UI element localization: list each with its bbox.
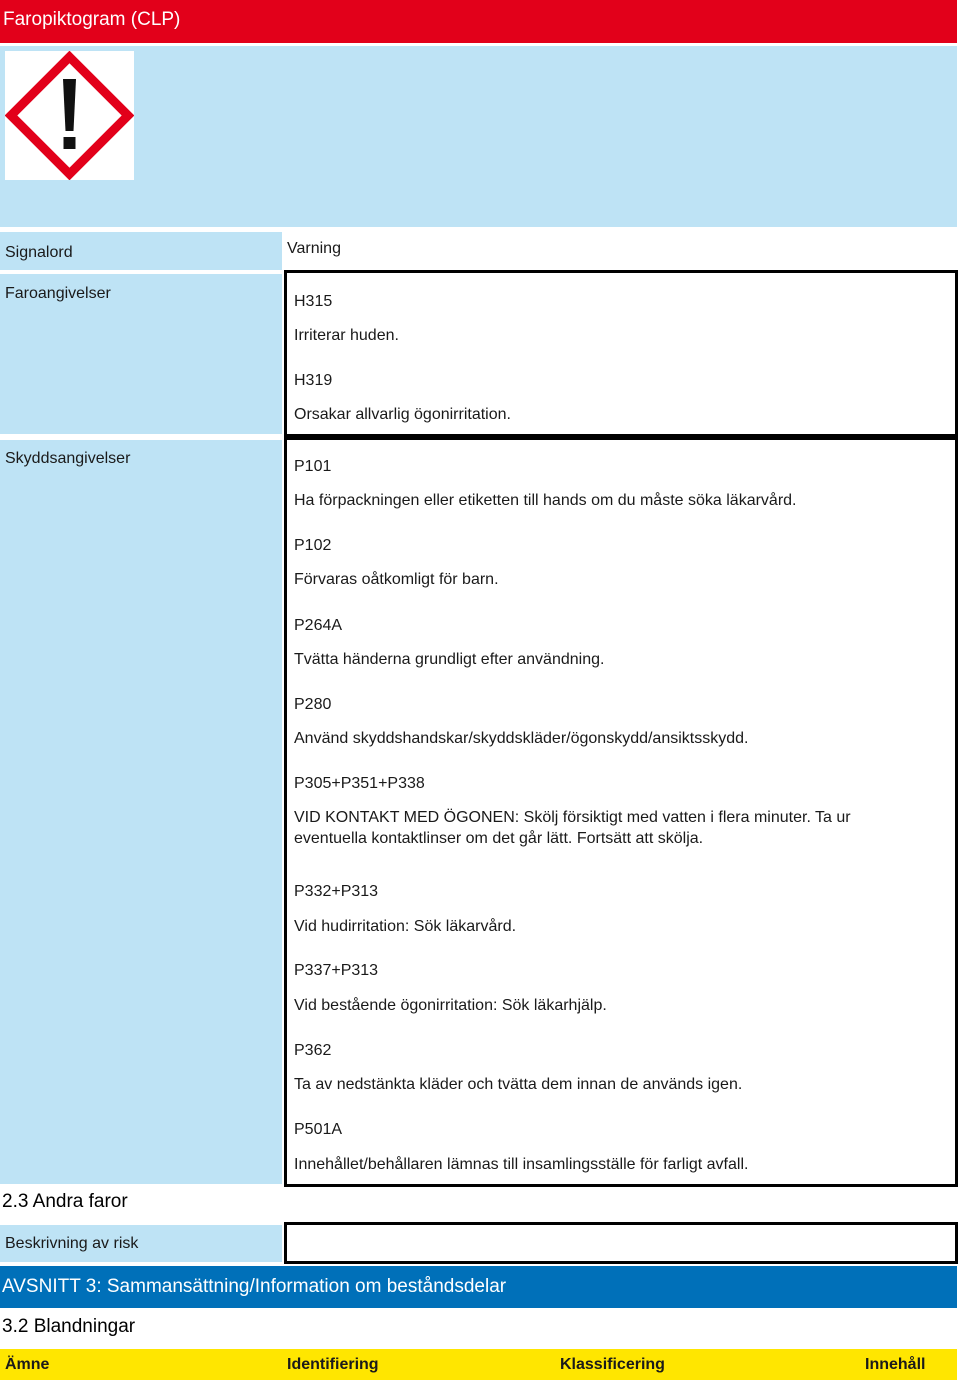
mixtures-title: 3.2 Blandningar bbox=[2, 1316, 136, 1337]
precaution-text: Ta av nedstänkta kläder och tvätta dem innan de används igen. bbox=[294, 1076, 743, 1093]
precaution-text: Vid hudirritation: Sök läkarvård. bbox=[294, 918, 517, 935]
section-3-header: AVSNITT 3: Sammansättning/Information om beståndsdelar bbox=[0, 1266, 957, 1308]
signal-word-value: Varning bbox=[287, 240, 341, 257]
column-header-content: Innehåll bbox=[865, 1356, 926, 1373]
hazard-statements-box bbox=[284, 270, 958, 437]
precaution-code: P102 bbox=[294, 537, 332, 554]
ghs07-exclamation-mark-icon bbox=[5, 51, 134, 180]
column-header-classification: Klassificering bbox=[560, 1356, 665, 1373]
hazard-code: H315 bbox=[294, 293, 333, 310]
precaution-text: Innehållet/behållaren lämnas till insamlingsställe för farligt avfall. bbox=[294, 1156, 749, 1173]
hazard-text: Irriterar huden. bbox=[294, 327, 399, 344]
hazard-code: H319 bbox=[294, 372, 333, 389]
precaution-code: P337+P313 bbox=[294, 962, 379, 979]
precaution-code: P501A bbox=[294, 1121, 343, 1138]
precaution-code: P264A bbox=[294, 617, 343, 634]
pictogram-container bbox=[5, 51, 134, 180]
section-header-pictograms: Faropiktogram (CLP) bbox=[0, 0, 957, 43]
other-hazards-title: 2.3 Andra faror bbox=[2, 1191, 128, 1212]
pictogram-area bbox=[0, 46, 957, 227]
signal-word-label: Signalord bbox=[0, 232, 282, 270]
precaution-code: P280 bbox=[294, 696, 332, 713]
precaution-text: Vid bestående ögonirritation: Sök läkarhjälp. bbox=[294, 997, 607, 1014]
precautionary-statements-box bbox=[284, 437, 958, 1187]
precaution-text: Tvätta händerna grundligt efter användning. bbox=[294, 651, 605, 668]
risk-description-box bbox=[284, 1222, 958, 1264]
precaution-text: Förvaras oåtkomligt för barn. bbox=[294, 571, 499, 588]
precautionary-statements-label: Skyddsangivelser bbox=[0, 440, 282, 1184]
risk-description-label: Beskrivning av risk bbox=[0, 1225, 282, 1262]
precaution-text: VID KONTAKT MED ÖGONEN: Skölj försiktigt med vatten i flera minuter. Ta ur eventuella kontaktlinser om det går lätt. Fortsätt att skölja. bbox=[294, 809, 851, 847]
precaution-code: P332+P313 bbox=[294, 883, 379, 900]
column-header-identification: Identifiering bbox=[287, 1356, 379, 1373]
mixtures-table-header bbox=[0, 1349, 957, 1380]
hazard-statements-label: Faroangivelser bbox=[0, 274, 282, 434]
precaution-code: P362 bbox=[294, 1042, 332, 1059]
precaution-code: P305+P351+P338 bbox=[294, 775, 425, 792]
precaution-text: Använd skyddshandskar/skyddskläder/ögonskydd/ansiktsskydd. bbox=[294, 730, 749, 747]
precaution-text: Ha förpackningen eller etiketten till hands om du måste söka läkarvård. bbox=[294, 492, 797, 509]
hazard-text: Orsakar allvarlig ögonirritation. bbox=[294, 406, 511, 423]
precaution-code: P101 bbox=[294, 458, 332, 475]
column-header-substance: Ämne bbox=[5, 1356, 50, 1373]
